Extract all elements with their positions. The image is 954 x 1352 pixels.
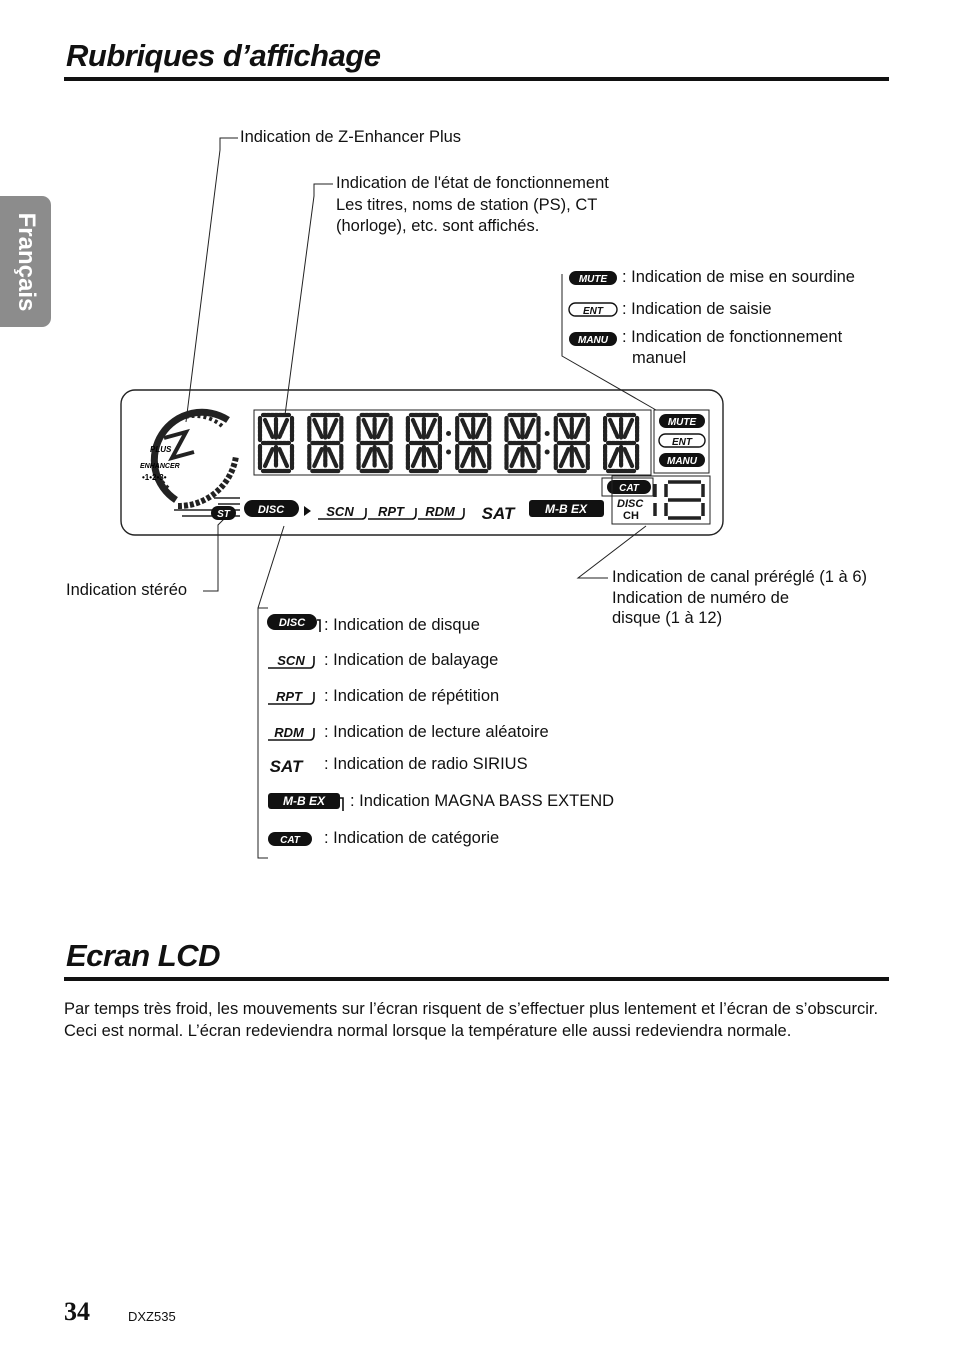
legend-disc-label: : Indication de disque — [324, 616, 480, 634]
model-number: DXZ535 — [128, 1309, 176, 1324]
section-title-lcd: Ecran LCD — [66, 938, 220, 973]
svg-text:M-B EX: M-B EX — [283, 794, 325, 808]
channel-callout-line1: Indication de canal préréglé (1 à 6) — [612, 568, 867, 586]
lcd-body-text: Par temps très froid, les mouvements sur l’écran risquent de s’effectuer plus lentement et l’écran de s’obscurcir. Ceci est normal. L’écran redeviendra normal lorsque la température elle aussi redeviendra normale. — [64, 1000, 879, 1040]
title-rule-2 — [64, 977, 889, 981]
svg-text:ST: ST — [217, 509, 230, 520]
operation-callout-line2: Les titres, noms de station (PS), CT — [336, 196, 598, 214]
legend-cat-label: : Indication de catégorie — [324, 829, 500, 847]
mute-callout: : Indication de mise en sourdine — [622, 268, 855, 286]
svg-text:M-B EX: M-B EX — [545, 502, 587, 516]
svg-text:CAT: CAT — [280, 835, 300, 846]
legend-sat-icon: SAT — [269, 757, 303, 776]
legend-sat-label: : Indication de radio SIRIUS — [324, 755, 528, 773]
legend-rdm-icon: RDM — [274, 725, 304, 740]
svg-text:MUTE: MUTE — [667, 417, 697, 428]
channel-callout-line2: Indication de numéro de — [612, 589, 790, 607]
svg-text:DISC: DISC — [617, 498, 644, 510]
channel-callout-line3: disque (1 à 12) — [612, 609, 723, 627]
operation-callout-line3: (horloge), etc. sont affichés. — [336, 217, 540, 235]
manu-callout-line1: : Indication de fonctionnement — [622, 328, 843, 346]
legend-scn-icon: SCN — [277, 653, 305, 668]
svg-text:RPT: RPT — [378, 504, 404, 519]
svg-text:RDM: RDM — [425, 504, 455, 519]
svg-text:ENT: ENT — [672, 437, 692, 448]
page-number: 34 — [64, 1297, 90, 1326]
z-123-label: •1•2•3• — [142, 473, 167, 482]
svg-text:ENT: ENT — [583, 306, 603, 317]
legend-mbex-label: : Indication MAGNA BASS EXTEND — [350, 792, 615, 810]
svg-text:MUTE: MUTE — [578, 274, 608, 285]
z-plus-label: PLUS — [150, 445, 172, 454]
z-enhancer-callout: Indication de Z-Enhancer Plus — [240, 128, 462, 146]
z-enhancer-label: ENHANCER — [140, 463, 180, 470]
svg-text:CH: CH — [623, 510, 639, 522]
stereo-callout: Indication stéréo — [66, 581, 188, 599]
language-tab-label: Français — [12, 212, 40, 311]
svg-text:MANU: MANU — [578, 335, 608, 346]
z-enhancer-logo-icon — [140, 412, 240, 516]
legend-rdm-label: : Indication de lecture aléatoire — [324, 723, 549, 741]
sat-indicator-icon: SAT — [481, 504, 515, 523]
svg-text:DISC: DISC — [278, 617, 306, 629]
legend-rpt-icon: RPT — [276, 689, 302, 704]
svg-text:SCN: SCN — [326, 504, 354, 519]
legend-scn-label: : Indication de balayage — [324, 651, 499, 669]
svg-text:MANU: MANU — [667, 456, 697, 467]
section-title-display-items: Rubriques d’affichage — [66, 38, 381, 73]
svg-text:DISC: DISC — [257, 504, 285, 516]
channel-digits — [655, 482, 703, 518]
manu-callout-line2: manuel — [632, 349, 687, 367]
svg-text:CAT: CAT — [619, 483, 639, 494]
play-arrow-icon — [304, 506, 311, 516]
operation-callout-line1: Indication de l'état de fonctionnement — [336, 174, 609, 192]
ent-callout: : Indication de saisie — [622, 300, 772, 318]
legend-rpt-label: : Indication de répétition — [324, 687, 500, 705]
